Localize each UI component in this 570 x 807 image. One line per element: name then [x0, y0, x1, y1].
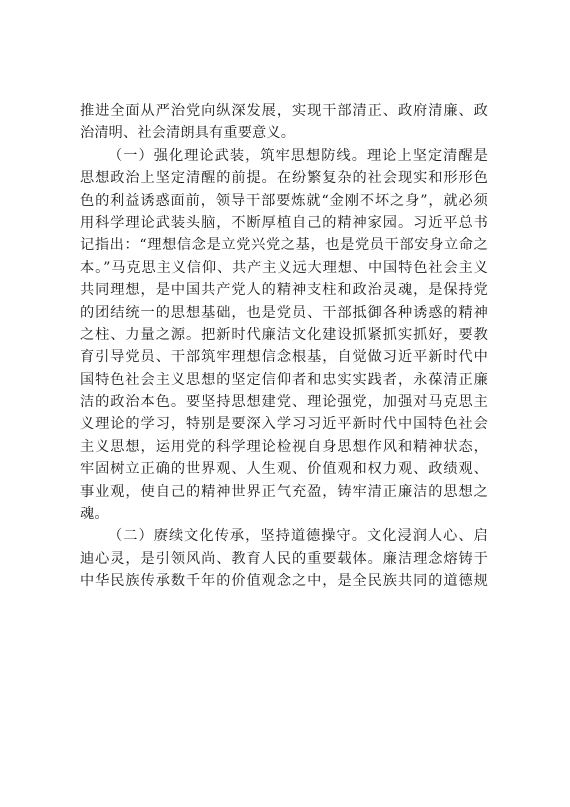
text-line: 的团结统一的思想基础，也是党员、干部抵御各种诱惑的精神	[80, 304, 488, 321]
text-line: 迪心灵，是引领风尚、教育人民的重要载体。廉洁理念熔铸于	[80, 550, 488, 567]
text-line: 义理论的学习，特别是要深入学习习近平新时代中国特色社会	[80, 416, 488, 433]
text-line: 色的利益诱惑面前，领导干部要炼就“金刚不坏之身”，就必须	[80, 192, 488, 209]
text-line: 魂。	[80, 506, 109, 523]
text-line: 记指出：“理想信念是立党兴党之基，也是党员干部安身立命之	[80, 237, 488, 254]
text-line: 共同理想，是中国共产党人的精神支柱和政治灵魂，是保持党	[80, 282, 488, 299]
text-line: 之柱、力量之源。把新时代廉洁文化建设抓紧抓实抓好，要教	[80, 326, 488, 343]
body-text	[80, 100, 488, 593]
text-line: 国特色社会主义思想的坚定信仰者和忠实实践者，永葆清正廉	[80, 371, 488, 388]
text-line: 思想政治上坚定清醒的前提。在纷繁复杂的社会现实和形形色	[80, 170, 488, 187]
text-line: 事业观，使自己的精神世界正气充盈，铸牢清正廉洁的思想之	[80, 483, 488, 500]
text-line: 主义思想，运用党的科学理论检视自身思想作风和精神状态，	[80, 438, 488, 455]
text-line: 育引导党员、干部筑牢理想信念根基，自觉做习近平新时代中	[80, 349, 488, 366]
text-line: 推进全面从严治党向纵深发展，实现干部清正、政府清廉、政	[80, 103, 488, 119]
text-line: 牢固树立正确的世界观、人生观、价值观和权力观、政绩观、	[80, 461, 488, 478]
text-line: 本。”马克思主义信仰、共产主义远大理想、中国特色社会主义	[80, 259, 488, 276]
text-line: 洁的政治本色。要坚持思想建党、理论强党，加强对马克思主	[80, 394, 488, 411]
text-line: 中华民族传承数千年的价值观念之中，是全民族共同的道德规	[80, 573, 488, 590]
section-heading-line: （二）赓续文化传承，坚持道德操守。文化浸润人心、启	[108, 528, 488, 545]
text-line: 治清明、社会清朗具有重要意义。	[80, 125, 296, 142]
section-heading-line: （一）强化理论武装，筑牢思想防线。理论上坚定清醒是	[108, 147, 488, 164]
text-line: 用科学理论武装头脑，不断厚植自己的精神家园。习近平总书	[80, 214, 488, 231]
